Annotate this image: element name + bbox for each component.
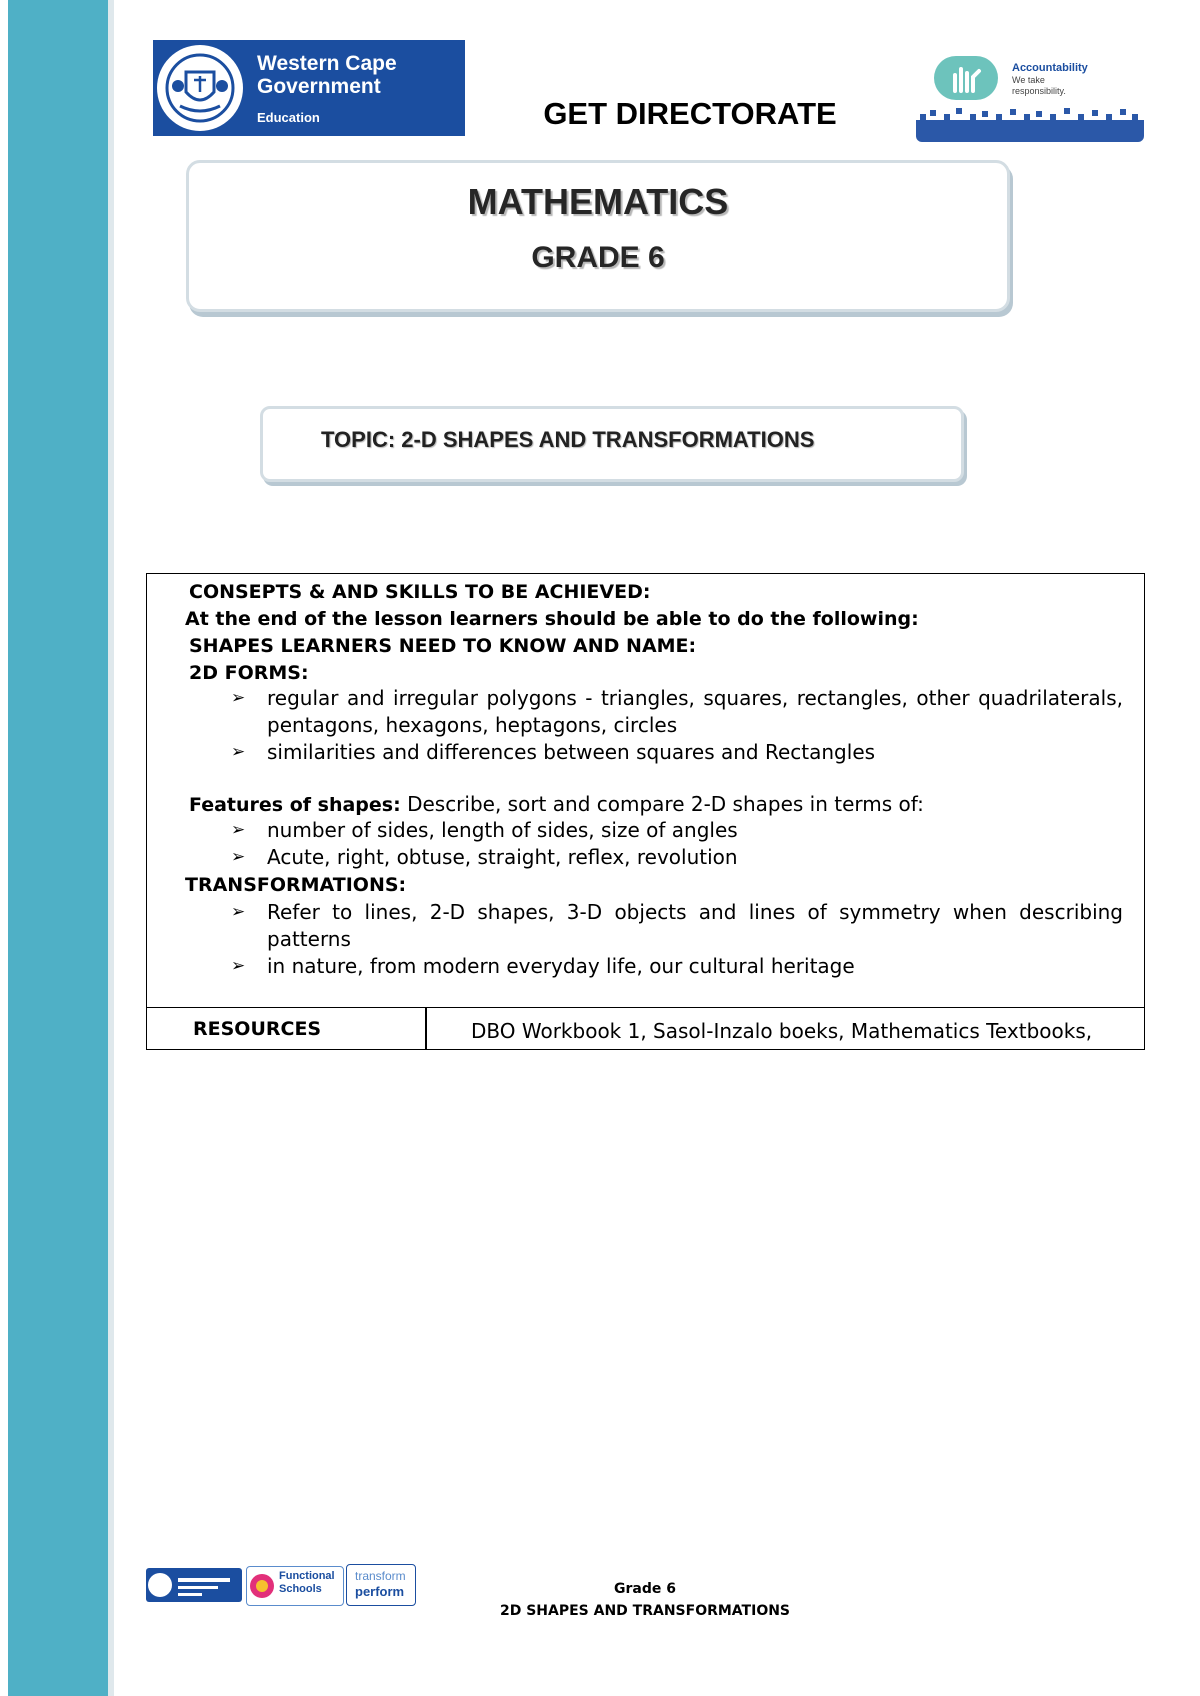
resources-divider <box>425 1008 427 1050</box>
arrow-bullet-icon: ➢ <box>231 820 246 840</box>
functional-schools-logo <box>246 1566 344 1606</box>
value-logo-title: Accountability <box>1012 62 1088 74</box>
coat-of-arms-icon <box>157 45 243 131</box>
features-label: Features of shapes: <box>189 794 401 816</box>
list-item <box>231 685 1123 739</box>
resources-value: DBO Workbook 1, Sasol-Inzalo boeks, Mathematics Textbooks, <box>471 1019 1093 1043</box>
forms-bullet-2: similarities and differences between squares and Rectangles <box>267 740 876 764</box>
western-cape-government-logo <box>153 40 465 136</box>
shapes-heading: SHAPES LEARNERS NEED TO KNOW AND NAME: <box>189 635 697 657</box>
list-item <box>231 739 1123 766</box>
list-item <box>231 899 1123 953</box>
accountability-logo <box>916 50 1144 142</box>
hand-sign-icon <box>934 56 998 100</box>
arrow-bullet-icon: ➢ <box>231 688 246 708</box>
features-text: Describe, sort and compare 2-D shapes in terms of: <box>407 792 924 816</box>
list-item <box>231 953 1123 980</box>
topic-heading: TOPIC: 2-D SHAPES AND TRANSFORMATIONS <box>321 427 815 452</box>
topic-box <box>260 406 964 482</box>
org-title-line2: Government <box>257 74 381 98</box>
arrow-bullet-icon: ➢ <box>231 742 246 762</box>
footer-wcg-logo <box>146 1568 242 1602</box>
forms-heading: 2D FORMS: <box>189 662 309 684</box>
resources-label: RESOURCES <box>193 1018 322 1040</box>
footer-line1: Grade 6 <box>614 1581 676 1597</box>
directorate-heading: GET DIRECTORATE <box>543 96 837 131</box>
pixel-pattern-icon <box>916 106 1144 120</box>
arrow-bullet-icon: ➢ <box>231 902 246 922</box>
footer-logos <box>146 1562 414 1606</box>
subject-title-box <box>186 160 1010 312</box>
concepts-cell <box>147 574 1144 1008</box>
features-bullet-2: Acute, right, obtuse, straight, reflex, revolution <box>267 845 738 869</box>
page-footer <box>460 1578 830 1622</box>
lesson-intro: At the end of the lesson learners should be able to do the following: <box>185 608 919 630</box>
functional-schools-label: Functional Schools <box>279 1570 335 1595</box>
side-color-bar <box>8 0 114 1696</box>
list-item <box>231 817 1123 844</box>
transform-label: transform <box>355 1569 406 1583</box>
list-item <box>231 844 1123 871</box>
transform-perform-logo <box>346 1564 416 1606</box>
org-department: Education <box>257 109 320 125</box>
footer-line2: 2D SHAPES AND TRANSFORMATIONS <box>499 1603 791 1619</box>
features-bullet-1: number of sides, length of sides, size of angles <box>267 818 738 842</box>
grade-title: GRADE 6 <box>531 241 665 274</box>
features-line <box>189 792 924 817</box>
value-logo-line1: We take <box>1012 75 1045 85</box>
value-logo-line2: responsibility. <box>1012 86 1066 96</box>
transformations-bullet-2: in nature, from modern everyday life, our cultural heritage <box>267 954 855 978</box>
perform-label: perform <box>355 1584 405 1599</box>
concepts-heading: CONSEPTS & AND SKILLS TO BE ACHIEVED: <box>189 581 651 603</box>
org-title-line1: Western Cape <box>257 51 397 75</box>
subject-title: MATHEMATICS <box>467 181 729 222</box>
forms-bullet-1: regular and irregular polygons - triangles, squares, rectangles, other quadrilaterals, pentagons, hexagons, heptagons, circles <box>267 686 1123 737</box>
transformations-heading: TRANSFORMATIONS: <box>185 874 407 896</box>
transformations-bullet-1: Refer to lines, 2-D shapes, 3-D objects and lines of symmetry when describing patterns <box>267 900 1123 951</box>
lesson-content-table <box>146 573 1145 1050</box>
arrow-bullet-icon: ➢ <box>231 956 246 976</box>
arrow-bullet-icon: ➢ <box>231 847 246 867</box>
